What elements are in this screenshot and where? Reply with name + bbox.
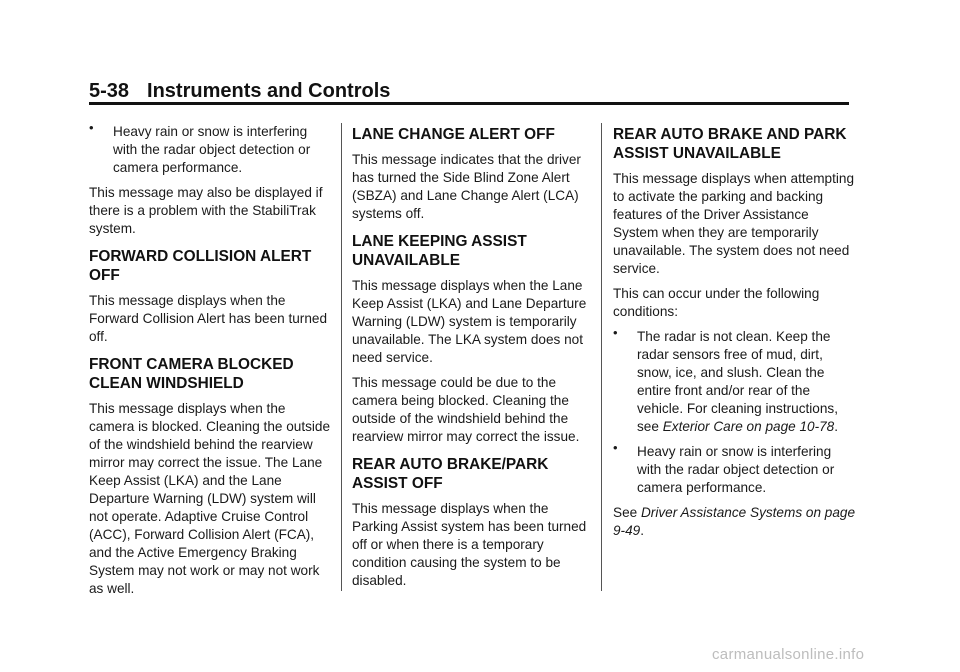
paragraph: This message could be due to the camera being blocked. Cleaning the outside of the windshield behind the rearview mirror may correct the issue. (352, 375, 580, 444)
paragraph: This message displays when the camera is blocked. Cleaning the outside of the windshield behind the rearview mirror may correct the issue. The Lane Keep Assist (LKA) and the Lane Departure Warning (LDW) system will not operate. Adaptive Cruise Control (ACC), Forward Collision Alert (FCA), and the Active Emergency Braking System may not work or may not work as well. (89, 401, 331, 596)
paragraph: See Driver Assistance Systems on page 9-49. (613, 505, 856, 538)
section-heading: REAR AUTO BRAKE AND PARK ASSIST UNAVAILABLE (613, 126, 847, 162)
page-header (89, 80, 390, 103)
paragraph: This can occur under the following conditions: (613, 286, 820, 319)
list-item: • Heavy rain or snow is interfering with the radar object detection or camera performance. (89, 120, 311, 175)
column-divider-1 (341, 123, 342, 591)
section-heading: FORWARD COLLISION ALERT OFF (89, 248, 312, 284)
section-heading: LANE CHANGE ALERT OFF (352, 126, 555, 143)
bullet-list (89, 120, 333, 177)
column-2 (352, 123, 596, 597)
section-heading: REAR AUTO BRAKE/PARK ASSIST OFF (352, 456, 549, 492)
paragraph: This message displays when the Forward Collision Alert has been turned off. (89, 293, 328, 344)
list-item: • The radar is not clean. Keep the radar sensors free of mud, dirt, snow, ice, and slush. Clean the entire front and/or rear of the vehicle. For cleaning instructions, see Exterior Care on page 10-78. (613, 325, 839, 434)
paragraph: This message displays when attempting to activate the parking and backing features of the Driver Assistance System when they are temporarily unavailable. The system does not need service. (613, 171, 855, 276)
bullet-icon: • (613, 440, 618, 455)
watermark-text: carmanualsonline.info (712, 646, 865, 663)
paragraph: This message indicates that the driver has turned the Side Blind Zone Alert (SBZA) and Lane Change Alert (LCA) systems off. (352, 152, 581, 221)
paragraph: This message may also be displayed if there is a problem with the StabiliTrak system. (89, 185, 323, 236)
header-rule (89, 102, 849, 105)
paragraph: This message displays when the Parking Assist system has been turned off or when there is a temporary condition causing the system to be disabled. (352, 501, 587, 588)
bullet-icon: • (613, 325, 618, 340)
bullet-list (613, 325, 857, 497)
page-number: 5-38 (89, 80, 130, 102)
cross-reference-link[interactable]: Driver Assistance Systems on page 9-49 (613, 505, 856, 538)
section-heading: FRONT CAMERA BLOCKED CLEAN WINDSHIELD (89, 356, 294, 392)
column-1 (89, 120, 333, 605)
column-3 (613, 123, 857, 547)
cross-reference-link[interactable]: Exterior Care on page 10-78 (662, 419, 835, 434)
section-heading: LANE KEEPING ASSIST UNAVAILABLE (352, 233, 527, 269)
bullet-icon: • (89, 120, 94, 135)
section-title: Instruments and Controls (147, 80, 391, 102)
column-divider-2 (601, 123, 602, 591)
list-item: • Heavy rain or snow is interfering with the radar object detection or camera performance. (613, 440, 835, 495)
paragraph: This message displays when the Lane Keep Assist (LKA) and Lane Departure Warning (LDW) system is temporarily unavailable. The LKA system does not need service. (352, 278, 587, 365)
